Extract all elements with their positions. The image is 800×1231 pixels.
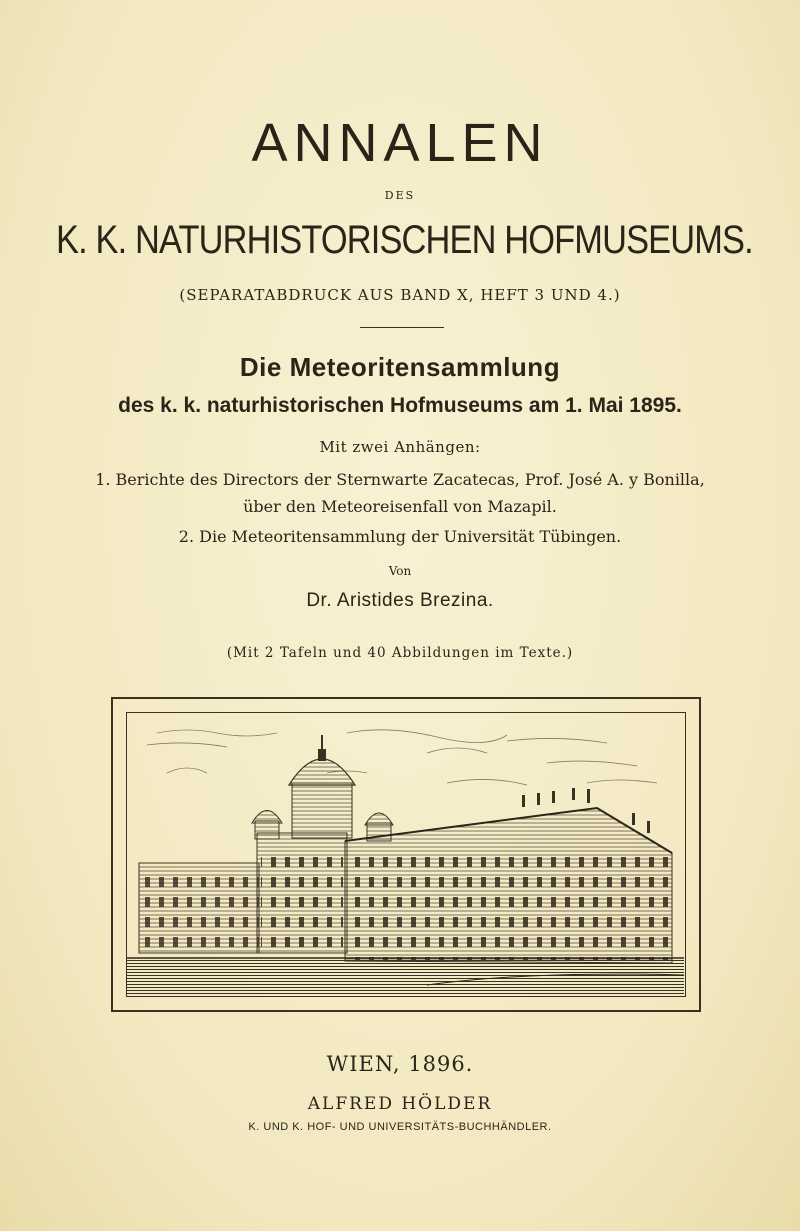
article-subtitle: des k. k. naturhistorischen Hofmuseums am 1. Mai 1895. [118, 394, 682, 417]
museum-building-illustration [127, 713, 684, 995]
appendix-1: 1. Berichte des Directors der Sternwarte Zacatecas, Prof. José A. y Bonilla, [95, 470, 705, 489]
journal-title: ANNALEN [251, 113, 549, 173]
bookseller-note: K. UND K. HOF- UND UNIVERSITÄTS-BUCHHÄNDLER. [248, 1121, 552, 1133]
title-divider [360, 327, 444, 328]
museum-engraving [126, 712, 686, 997]
article-title: Die Meteoritensammlung [239, 352, 561, 382]
author-name: Dr. Aristides Brezina. [306, 590, 494, 611]
museum-name: K. K. NATURHISTORISCHEN HOFMUSEUMS. [56, 218, 753, 262]
appendix-1-continued: über den Meteoreisenfall von Mazapil. [243, 497, 557, 516]
appendix-2: 2. Die Meteoritensammlung der Universität Tübingen. [178, 527, 622, 546]
by-label: Von [388, 564, 412, 578]
plates-note: (Mit 2 Tafeln und 40 Abbildungen im Texte.) [226, 645, 574, 661]
place-year: WIEN, 1896. [326, 1052, 474, 1076]
publisher-name: ALFRED HÖLDER [307, 1094, 493, 1114]
appendix-intro: Mit zwei Anhängen: [319, 438, 481, 456]
separatabdruck-note: (SEPARATABDRUCK AUS BAND X, HEFT 3 UND 4.) [179, 286, 621, 304]
journal-des: DES [384, 189, 416, 202]
